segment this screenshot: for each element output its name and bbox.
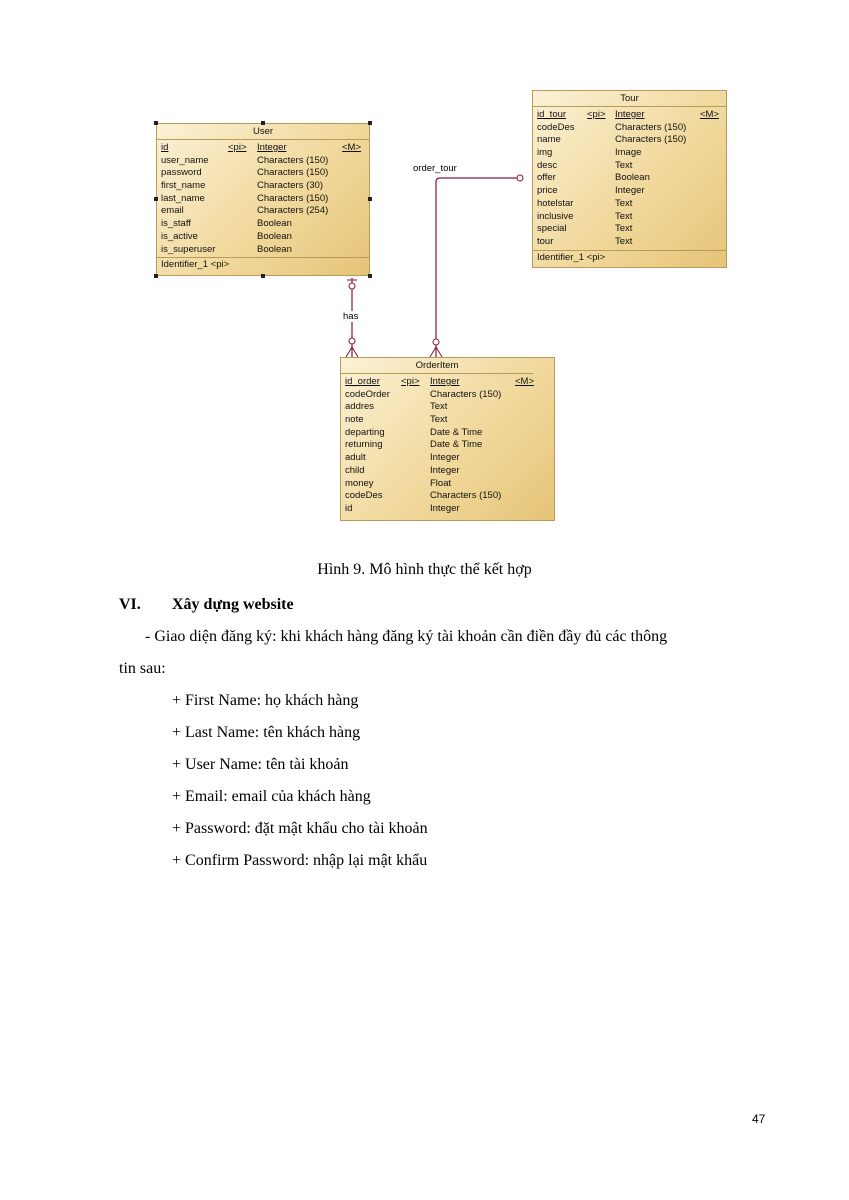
attribute-row xyxy=(533,109,726,122)
attribute-type: Characters (150) xyxy=(257,167,329,179)
attribute-type: Characters (30) xyxy=(257,180,323,192)
attribute-name: codeDes xyxy=(537,121,575,133)
tour-entity[interactable] xyxy=(532,90,727,268)
attribute-row xyxy=(157,155,369,168)
attribute-row xyxy=(157,193,369,206)
attribute-row xyxy=(341,427,554,440)
section-heading xyxy=(119,596,294,614)
attribute-row xyxy=(157,167,369,180)
er-diagram xyxy=(0,0,849,540)
field-item: + First Name: họ khách hàng xyxy=(172,692,359,709)
relation-label-has: has xyxy=(343,311,359,322)
attribute-list xyxy=(341,374,554,517)
attribute-row xyxy=(341,503,554,516)
attribute-row xyxy=(533,122,726,135)
attribute-row xyxy=(533,172,726,185)
attribute-row xyxy=(157,142,369,155)
attribute-type: Text xyxy=(615,210,633,222)
attribute-name: is_superuser xyxy=(161,243,216,255)
attribute-name: id_order xyxy=(345,376,380,387)
attribute-name: tour xyxy=(537,235,554,247)
user-entity[interactable] xyxy=(156,123,370,276)
attribute-type: Text xyxy=(615,235,633,247)
field-item: + Password: đặt mật khẩu cho tài khoản xyxy=(172,820,428,837)
attribute-type: Text xyxy=(430,414,448,426)
attribute-name: offer xyxy=(537,172,556,184)
attribute-type: Integer xyxy=(430,452,460,464)
attribute-row xyxy=(341,401,554,414)
attribute-list xyxy=(533,107,726,250)
figure-caption: Hình 9. Mô hình thực thể kết hợp xyxy=(317,561,532,578)
attribute-type: Boolean xyxy=(257,243,292,255)
page-number: 47 xyxy=(752,1112,766,1126)
attribute-name: child xyxy=(345,464,365,476)
attribute-name: addres xyxy=(345,401,375,413)
selection-handle[interactable] xyxy=(368,274,372,278)
attribute-row xyxy=(341,478,554,491)
attribute-key: <pi> xyxy=(401,376,420,387)
attribute-type: Boolean xyxy=(257,218,292,230)
field-item: + Email: email của khách hàng xyxy=(172,788,371,805)
attribute-name: codeOrder xyxy=(345,388,390,400)
attribute-type: Characters (150) xyxy=(615,134,687,146)
attribute-type: Characters (150) xyxy=(257,154,329,166)
attribute-list xyxy=(157,140,369,257)
attribute-mandatory: <M> xyxy=(515,376,535,387)
attribute-row xyxy=(533,223,726,236)
attribute-type: Characters (254) xyxy=(257,205,329,217)
attribute-name: name xyxy=(537,134,561,146)
attribute-row xyxy=(533,211,726,224)
attribute-row xyxy=(533,147,726,160)
attribute-name: note xyxy=(345,414,364,426)
attribute-name: img xyxy=(537,147,553,159)
identifier-row: Identifier_1 <pi> xyxy=(157,257,369,272)
orderitem-entity-clip xyxy=(340,357,535,521)
attribute-type: Boolean xyxy=(257,230,292,242)
attribute-type: Integer xyxy=(430,502,460,514)
attribute-row xyxy=(341,452,554,465)
attribute-type: Text xyxy=(615,223,633,235)
attribute-name: password xyxy=(161,167,202,179)
attribute-row xyxy=(341,490,554,503)
attribute-name: price xyxy=(537,185,558,197)
attribute-name: first_name xyxy=(161,180,206,192)
paragraph-line-1: - Giao diện đăng ký: khi khách hàng đăng ký tài khoản cần điền đầy đủ các thông xyxy=(145,628,668,645)
attribute-row xyxy=(341,376,554,389)
field-item: + Confirm Password: nhập lại mật khẩu xyxy=(172,852,428,869)
attribute-row xyxy=(157,205,369,218)
attribute-row xyxy=(157,231,369,244)
entity-title: OrderItem xyxy=(341,358,533,374)
selection-handle[interactable] xyxy=(154,121,158,125)
attribute-type: Integer xyxy=(430,464,460,476)
entity-title: Tour xyxy=(533,91,726,107)
attribute-name: adult xyxy=(345,452,366,464)
selection-handle[interactable] xyxy=(154,274,158,278)
attribute-name: returning xyxy=(345,439,383,451)
attribute-type: Date & Time xyxy=(430,426,483,438)
attribute-name: id xyxy=(345,502,353,514)
attribute-row xyxy=(341,465,554,478)
attribute-mandatory: <M> xyxy=(342,142,362,153)
selection-handle[interactable] xyxy=(154,197,158,201)
attribute-row xyxy=(533,160,726,173)
attribute-name: is_staff xyxy=(161,218,191,230)
attribute-type: Integer xyxy=(430,376,460,387)
entity-title: User xyxy=(157,124,369,140)
selection-handle[interactable] xyxy=(368,197,372,201)
selection-handle[interactable] xyxy=(261,274,265,278)
attribute-name: inclusive xyxy=(537,210,574,222)
attribute-name: id xyxy=(161,142,169,153)
attribute-type: Date & Time xyxy=(430,439,483,451)
attribute-type: Float xyxy=(430,477,452,489)
attribute-type: Characters (150) xyxy=(615,121,687,133)
attribute-name: codeDes xyxy=(345,490,383,502)
attribute-type: Text xyxy=(430,401,448,413)
attribute-key: <pi> xyxy=(228,142,247,153)
attribute-row xyxy=(157,218,369,231)
attribute-type: Boolean xyxy=(615,172,650,184)
attribute-row xyxy=(157,180,369,193)
attribute-row xyxy=(341,439,554,452)
attribute-name: hotelstar xyxy=(537,197,574,209)
attribute-type: Characters (150) xyxy=(257,192,329,204)
attribute-mandatory: <M> xyxy=(700,109,720,120)
attribute-type: Integer xyxy=(615,185,645,197)
identifier-row: Identifier_1 <pi> xyxy=(533,250,726,265)
attribute-name: special xyxy=(537,223,567,235)
relation-label-order-tour: order_tour xyxy=(413,163,457,174)
attribute-name: id_tour xyxy=(537,109,567,120)
attribute-type: Integer xyxy=(615,109,645,120)
attribute-row xyxy=(533,185,726,198)
section-title: Xây dựng website xyxy=(172,596,294,613)
field-item: + Last Name: tên khách hàng xyxy=(172,724,361,741)
section-number: VI. xyxy=(119,596,141,613)
attribute-row xyxy=(533,198,726,211)
attribute-type: Integer xyxy=(257,142,287,153)
attribute-name: is_active xyxy=(161,230,198,242)
paragraph-line-2: tin sau: xyxy=(119,660,166,677)
attribute-row xyxy=(533,236,726,249)
orderitem-entity[interactable] xyxy=(340,357,555,521)
attribute-name: last_name xyxy=(161,192,205,204)
attribute-row xyxy=(341,389,554,402)
attribute-name: email xyxy=(161,205,184,217)
attribute-name: user_name xyxy=(161,154,209,166)
attribute-type: Characters (150) xyxy=(430,490,502,502)
attribute-type: Text xyxy=(615,197,633,209)
attribute-row xyxy=(533,134,726,147)
selection-handle[interactable] xyxy=(368,121,372,125)
attribute-name: desc xyxy=(537,159,558,171)
attribute-row xyxy=(341,414,554,427)
attribute-name: departing xyxy=(345,426,385,438)
attribute-name: money xyxy=(345,477,374,489)
attribute-type: Text xyxy=(615,159,633,171)
attribute-type: Characters (150) xyxy=(430,388,502,400)
attribute-key: <pi> xyxy=(587,109,606,120)
attribute-row xyxy=(157,244,369,257)
attribute-type: Image xyxy=(615,147,642,159)
selection-handle[interactable] xyxy=(261,121,265,125)
field-item: + User Name: tên tài khoản xyxy=(172,756,349,773)
